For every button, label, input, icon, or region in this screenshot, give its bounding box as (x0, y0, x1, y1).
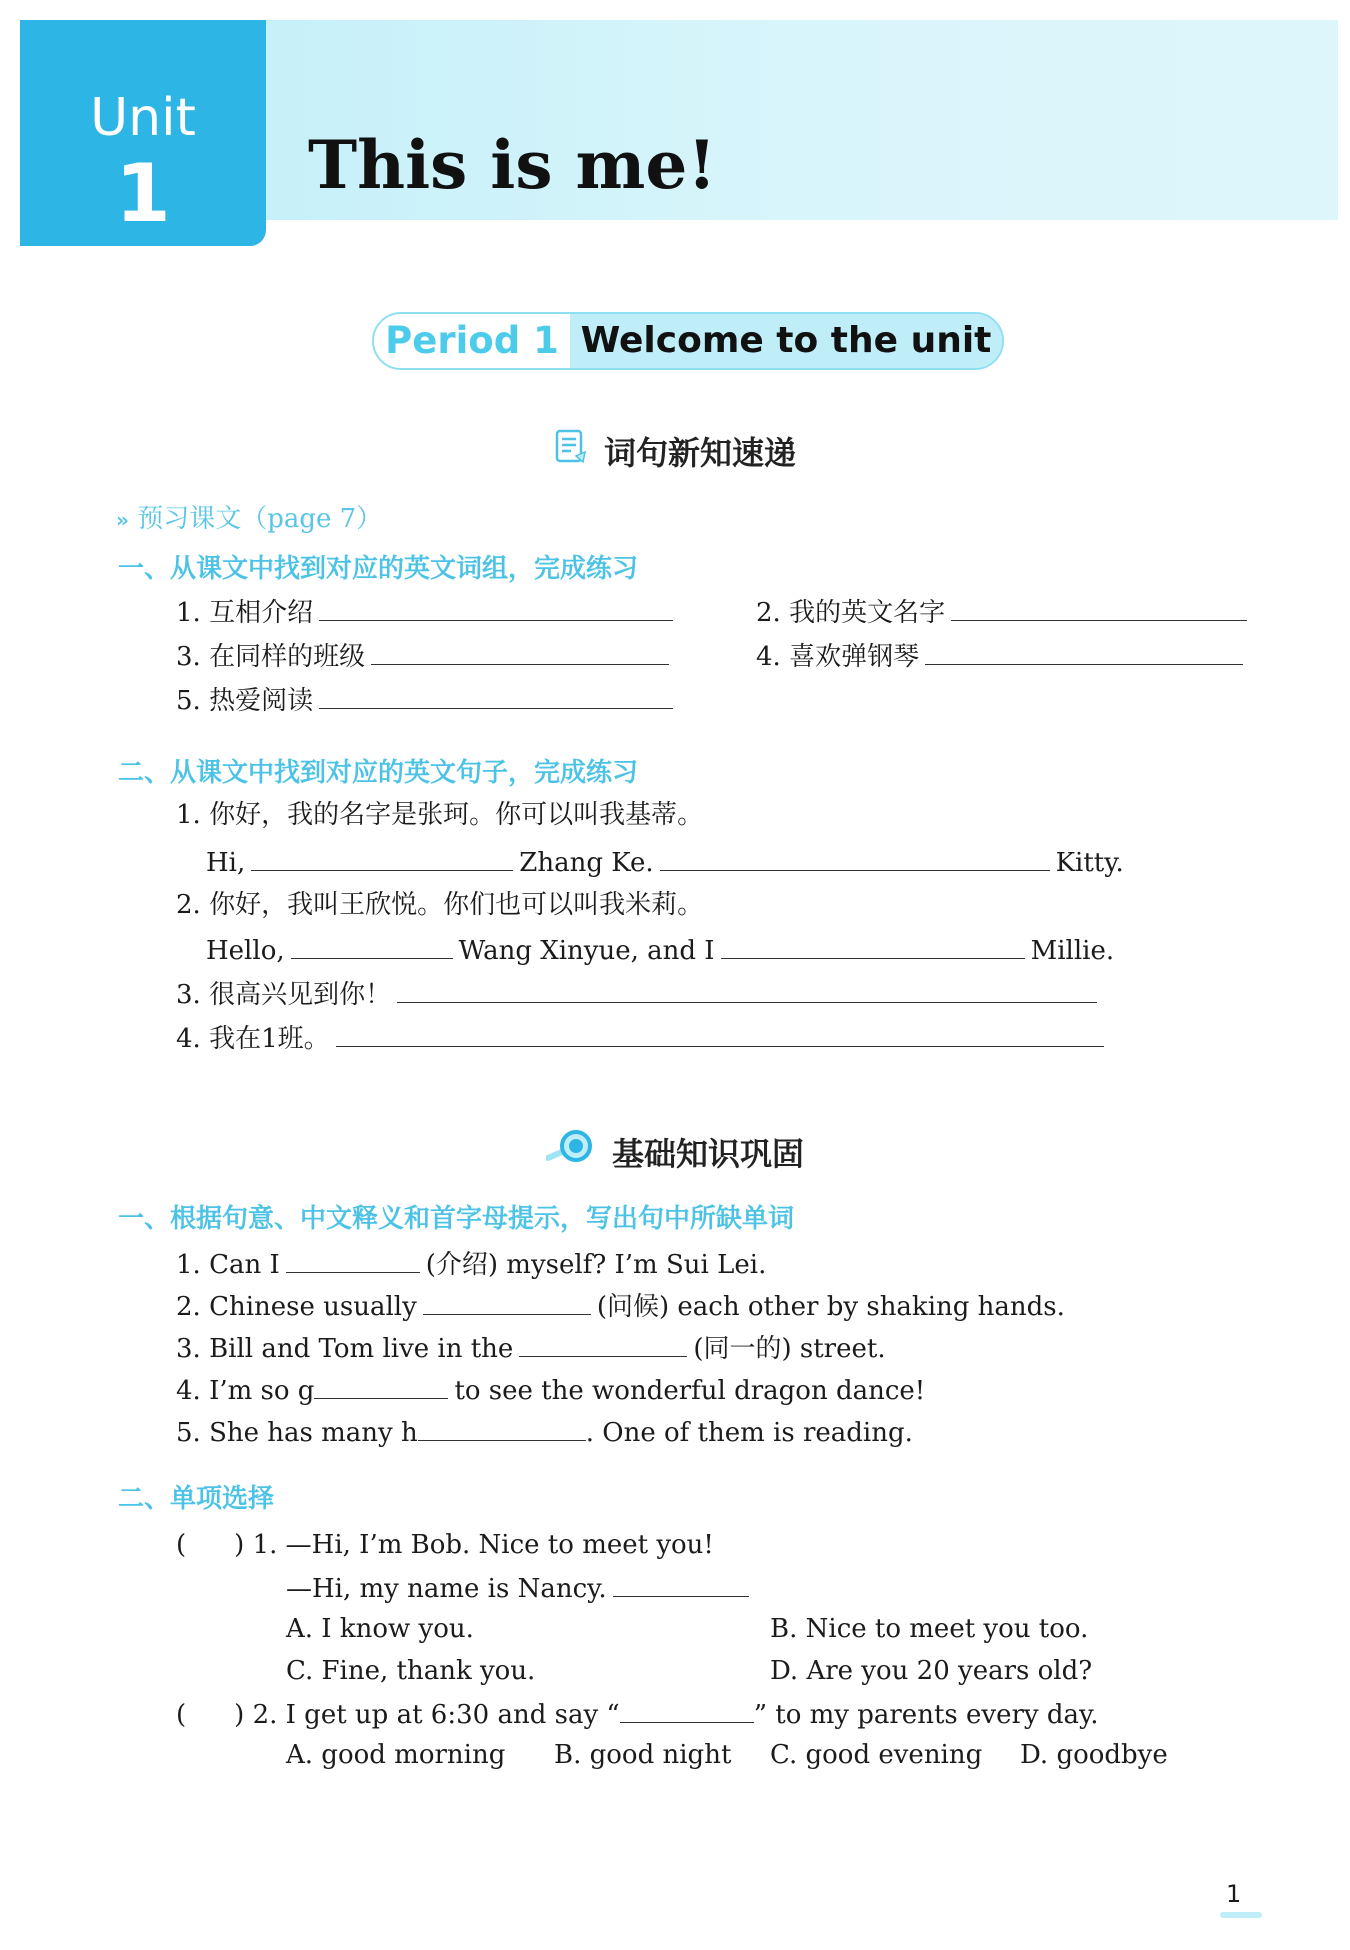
option[interactable]: B. Nice to meet you too. (770, 1614, 1089, 1644)
item-text: 1. 互相介绍 (176, 598, 314, 628)
answer-blank[interactable] (371, 638, 669, 665)
answer-blank[interactable] (336, 1020, 1104, 1047)
question (176, 1330, 886, 1366)
question-cn: 1. 你好，我的名字是张珂。你可以叫我基蒂。 (176, 800, 704, 830)
answer-blank[interactable] (613, 1570, 749, 1597)
option[interactable]: B. good night (554, 1740, 732, 1770)
answer-paren-open[interactable]: ( (176, 1530, 187, 1560)
answer-blank[interactable] (951, 594, 1247, 621)
item-text: 4. 喜欢弹钢琴 (756, 642, 920, 672)
answer-blank[interactable] (319, 594, 673, 621)
part-heading: 二、从课文中找到对应的英文句子，完成练习 (118, 758, 639, 788)
answer-blank[interactable] (291, 932, 453, 959)
text: Hello, (206, 936, 285, 966)
question-text: —Hi, my name is Nancy. (286, 1574, 607, 1604)
page-number: 1 (1226, 1880, 1242, 1908)
answer-paren-close: ) (234, 1530, 245, 1560)
answer-blank[interactable] (519, 1330, 687, 1357)
text: to see the wonderful dragon dance! (454, 1376, 926, 1406)
question-text: 2. I get up at 6:30 and say “ (252, 1700, 620, 1730)
item-text: 2. 我的英文名字 (756, 598, 946, 628)
option[interactable]: C. Fine, thank you. (286, 1656, 536, 1686)
text: Wang Xinyue, and I (458, 936, 715, 966)
text: Millie. (1030, 936, 1115, 966)
mcq-question (176, 1696, 1098, 1732)
question-cn (176, 976, 1103, 1012)
text: Hi, (206, 848, 246, 878)
question-en (206, 844, 1124, 880)
question (176, 1288, 1065, 1324)
text: (介绍) myself? I’m Sui Lei. (425, 1250, 767, 1280)
page-title: This is me! (308, 126, 717, 204)
text: Kitty. (1055, 848, 1124, 878)
text: 2. Chinese usually (176, 1292, 417, 1322)
section-title: 基础知识巩固 (611, 1135, 804, 1173)
text: (同一的) street. (693, 1334, 886, 1364)
period-label: Period 1 (385, 319, 559, 362)
unit-label: Unit (90, 88, 196, 148)
question-text: 1. —Hi, I’m Bob. Nice to meet you! (252, 1530, 714, 1560)
preview-note (116, 498, 382, 535)
double-chevron-icon: » (116, 508, 129, 532)
text: 4. I’m so g (176, 1376, 315, 1406)
question-text: ” to my parents every day. (753, 1700, 1099, 1730)
page-number-decoration (1220, 1912, 1262, 1918)
answer-blank[interactable] (418, 1414, 586, 1441)
list-item (756, 638, 1249, 674)
unit-badge (20, 20, 266, 246)
period-banner (372, 312, 1004, 370)
list-item (176, 682, 679, 718)
notepad-icon (554, 428, 588, 474)
question-cn: 2. 你好，我叫王欣悦。你们也可以叫我米莉。 (176, 890, 704, 920)
question-en (206, 932, 1114, 968)
section-heading-vocab (0, 428, 1350, 474)
text: 3. 很高兴见到你！ (176, 980, 392, 1010)
answer-blank[interactable] (423, 1288, 591, 1315)
text: 5. She has many h (176, 1418, 418, 1448)
text: Zhang Ke. (519, 848, 654, 878)
option[interactable]: D. Are you 20 years old? (770, 1656, 1093, 1686)
answer-blank[interactable] (397, 976, 1097, 1003)
answer-paren-open[interactable]: ( (176, 1700, 187, 1730)
answer-blank[interactable] (660, 844, 1050, 871)
question (176, 1414, 913, 1450)
preview-text: 预习课文（page 7） (137, 504, 383, 534)
option[interactable]: A. I know you. (286, 1614, 474, 1644)
question-cn (176, 1020, 1110, 1056)
question (176, 1372, 925, 1408)
unit-number: 1 (115, 147, 171, 240)
list-item (756, 594, 1253, 630)
part-heading: 一、从课文中找到对应的英文词组，完成练习 (118, 554, 639, 584)
part-heading: 二、单项选择 (118, 1484, 275, 1514)
answer-blank[interactable] (925, 638, 1243, 665)
text: 1. Can I (176, 1250, 280, 1280)
mcq-question-line (286, 1570, 755, 1606)
list-item (176, 594, 679, 630)
answer-paren-close: ) (234, 1700, 245, 1730)
text: 4. 我在1班。 (176, 1024, 330, 1054)
mcq-question (176, 1528, 714, 1562)
section-title: 词句新知速递 (603, 434, 796, 472)
answer-blank[interactable] (314, 1372, 448, 1399)
item-text: 3. 在同样的班级 (176, 642, 366, 672)
text: (问候) each other by shaking hands. (596, 1292, 1065, 1322)
text: 3. Bill and Tom live in the (176, 1334, 514, 1364)
answer-blank[interactable] (620, 1696, 754, 1723)
option[interactable]: D. goodbye (1020, 1740, 1168, 1770)
answer-blank[interactable] (721, 932, 1025, 959)
period-name: Welcome to the unit (570, 314, 1002, 368)
answer-blank[interactable] (251, 844, 513, 871)
item-text: 5. 热爱阅读 (176, 686, 314, 716)
text: . One of them is reading. (585, 1418, 913, 1448)
question (176, 1246, 766, 1282)
option[interactable]: C. good evening (770, 1740, 983, 1770)
part-heading: 一、根据句意、中文释义和首字母提示，写出句中所缺单词 (118, 1204, 795, 1234)
magnifier-icon (546, 1128, 596, 1176)
list-item (176, 638, 675, 674)
answer-blank[interactable] (319, 682, 673, 709)
answer-blank[interactable] (286, 1246, 420, 1273)
section-heading-basics (0, 1128, 1350, 1176)
option[interactable]: A. good morning (286, 1740, 506, 1770)
